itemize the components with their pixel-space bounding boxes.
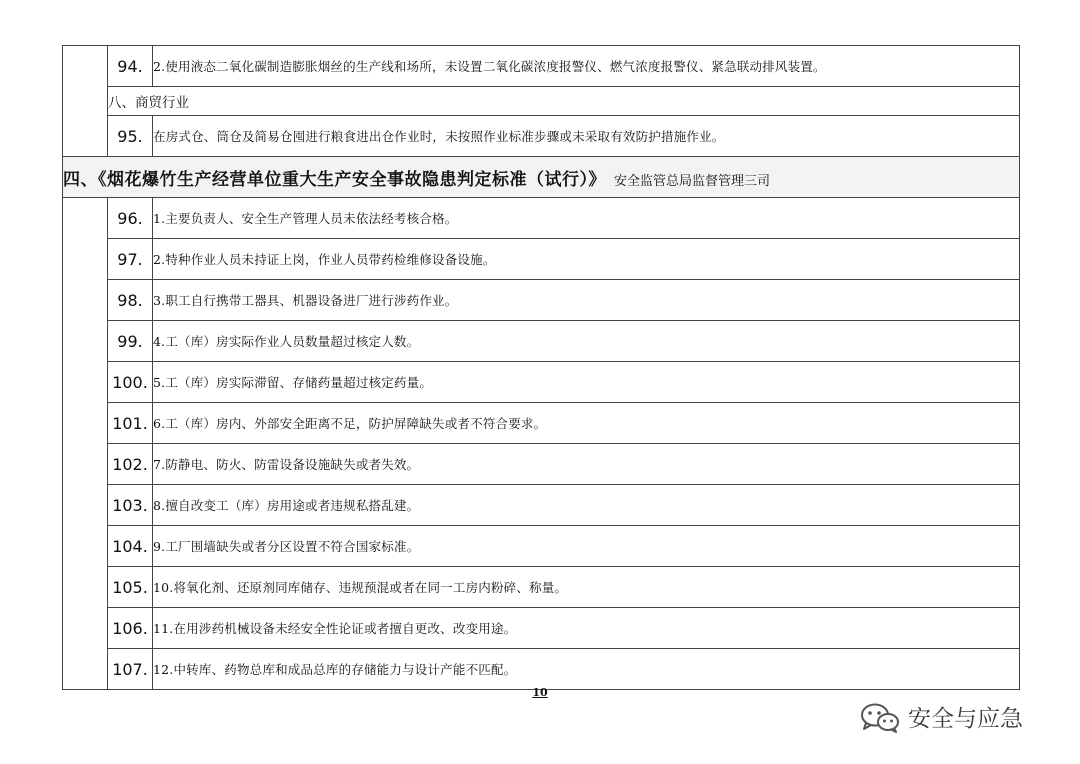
section-header <box>63 157 1020 198</box>
item-text: 1.主要负责人、安全生产管理人员未依法经考核合格。 <box>153 198 1020 239</box>
item-number: 104. <box>108 526 153 567</box>
item-number: 106. <box>108 608 153 649</box>
category-label: 八、商贸行业 <box>108 87 1020 116</box>
item-text: 10.将氧化剂、还原剂同库储存、违规预混或者在同一工房内粉碎、称量。 <box>153 567 1020 608</box>
table-row <box>63 198 1020 239</box>
item-number: 99. <box>108 321 153 362</box>
item-text: 在房式仓、筒仓及简易仓囤进行粮食进出仓作业时，未按照作业标准步骤或未采取有效防护措施作业。 <box>153 116 1020 157</box>
item-text: 6.工（库）房内、外部安全距离不足，防护屏障缺失或者不符合要求。 <box>153 403 1020 444</box>
item-number: 100. <box>108 362 153 403</box>
item-number: 96. <box>108 198 153 239</box>
table-row <box>63 280 1020 321</box>
table-row <box>63 485 1020 526</box>
section-org: 安全监管总局监督管理三司 <box>614 173 771 189</box>
item-number: 105. <box>108 567 153 608</box>
table-row <box>63 608 1020 649</box>
table-row <box>63 46 1020 87</box>
section-title: 四、《烟花爆竹生产经营单位重大生产安全事故隐患判定标准（试行）》 <box>63 169 606 190</box>
wechat-icon <box>858 701 902 733</box>
item-text: 5.工（库）房实际滞留、存储药量超过核定药量。 <box>153 362 1020 403</box>
table-row <box>63 403 1020 444</box>
item-text: 2.使用液态二氧化碳制造膨胀烟丝的生产线和场所，未设置二氧化碳浓度报警仪、燃气浓度报警仪、紧急联动排风装置。 <box>153 46 1020 87</box>
section-blank-cell <box>63 198 108 690</box>
section-header-row <box>63 157 1020 198</box>
hazard-table <box>62 45 1020 690</box>
watermark <box>858 700 1023 733</box>
table-row <box>63 116 1020 157</box>
table-row <box>63 649 1020 690</box>
table-row <box>63 239 1020 280</box>
item-number: 102. <box>108 444 153 485</box>
table-row <box>63 321 1020 362</box>
item-number: 101. <box>108 403 153 444</box>
table-row <box>63 362 1020 403</box>
item-number: 103. <box>108 485 153 526</box>
item-text: 7.防静电、防火、防雷设备设施缺失或者失效。 <box>153 444 1020 485</box>
item-text: 12.中转库、药物总库和成品总库的存储能力与设计产能不匹配。 <box>153 649 1020 690</box>
item-text: 8.擅自改变工（库）房用途或者违规私搭乱建。 <box>153 485 1020 526</box>
item-text: 11.在用涉药机械设备未经安全性论证或者擅自更改、改变用途。 <box>153 608 1020 649</box>
item-number: 95. <box>108 116 153 157</box>
category-row <box>63 87 1020 116</box>
item-number: 97. <box>108 239 153 280</box>
table-row <box>63 567 1020 608</box>
watermark-text: 安全与应急 <box>908 706 1023 732</box>
item-number: 107. <box>108 649 153 690</box>
table-row <box>63 444 1020 485</box>
item-text: 9.工厂围墙缺失或者分区设置不符合国家标准。 <box>153 526 1020 567</box>
item-text: 2.特种作业人员未持证上岗，作业人员带药检维修设备设施。 <box>153 239 1020 280</box>
item-text: 4.工（库）房实际作业人员数量超过核定人数。 <box>153 321 1020 362</box>
page-number: 10 <box>532 686 548 699</box>
item-text: 3.职工自行携带工器具、机器设备进厂进行涉药作业。 <box>153 280 1020 321</box>
table-row <box>63 526 1020 567</box>
item-number: 94. <box>108 46 153 87</box>
industry-blank-cell <box>63 46 108 157</box>
item-number: 98. <box>108 280 153 321</box>
